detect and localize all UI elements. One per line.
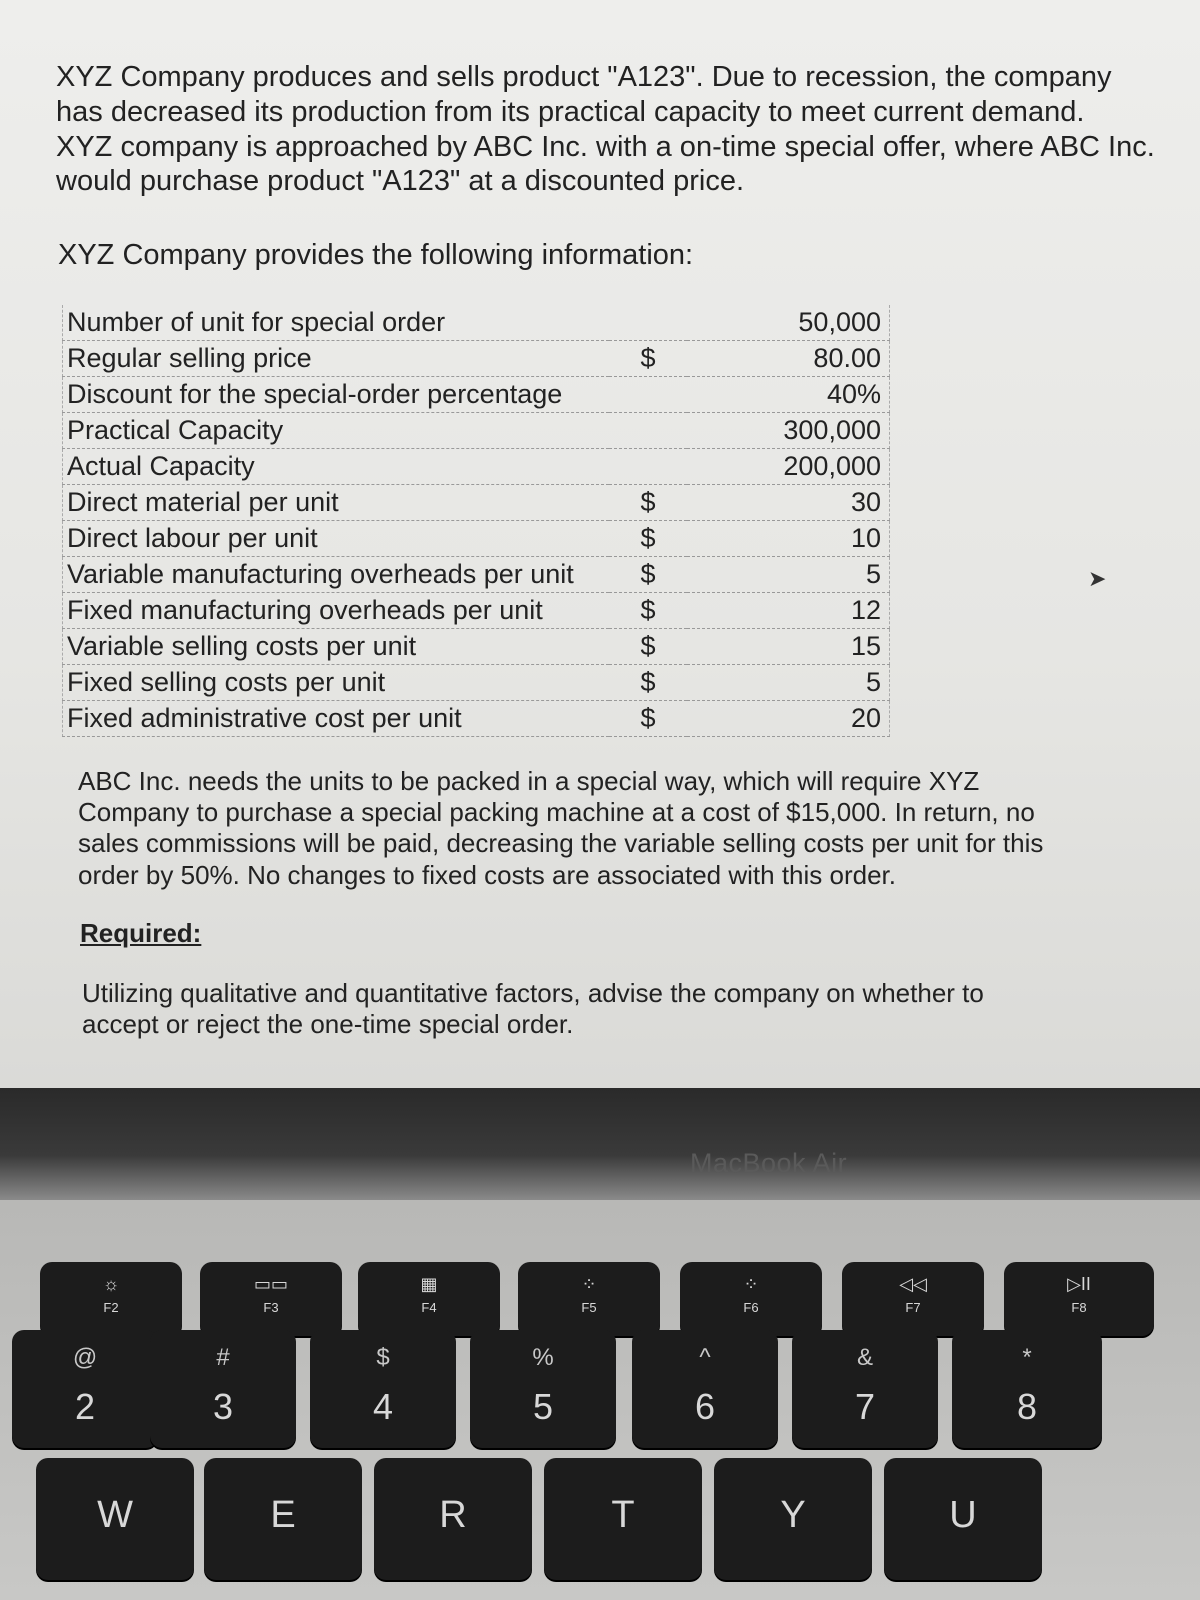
intro-line: XYZ Company produces and sells product "A123". Due to recession, the company (56, 61, 1112, 93)
number-key-digit: 5 (532, 1386, 554, 1427)
function-key-label: F8 (1071, 1300, 1087, 1315)
function-key-label: F2 (103, 1300, 119, 1315)
packing-paragraph (78, 766, 1178, 891)
function-key-label: F3 (263, 1300, 279, 1315)
info-row (63, 377, 890, 413)
brand-label: MacBook Air (690, 1148, 848, 1178)
number-key-digit: 3 (212, 1386, 234, 1427)
info-label: Fixed manufacturing overheads per unit (63, 593, 610, 629)
info-row (63, 341, 890, 377)
letter-key[interactable] (36, 1458, 194, 1580)
function-key-icon: ⁘ (581, 1274, 597, 1294)
letter-key[interactable] (544, 1458, 702, 1580)
info-row (63, 593, 890, 629)
packing-line: ABC Inc. needs the units to be packed in a special way, which will require XYZ (78, 766, 980, 796)
info-label: Fixed administrative cost per unit (63, 701, 610, 737)
function-key-icon: ▭▭ (253, 1274, 288, 1294)
info-currency (609, 377, 687, 413)
info-value: 50,000 (687, 305, 890, 341)
info-currency: $ (609, 557, 687, 593)
number-key-symbol: @ (72, 1344, 98, 1371)
intro-line: would purchase product "A123" at a discounted price. (56, 165, 745, 198)
function-key[interactable] (358, 1262, 500, 1336)
function-key-icon: ▦ (420, 1274, 438, 1294)
info-row (63, 557, 890, 593)
packing-line: order by 50%. No changes to fixed costs are associated with this order. (78, 859, 896, 890)
number-key[interactable] (952, 1330, 1102, 1448)
info-currency: $ (609, 485, 687, 521)
number-key-digit: 4 (372, 1386, 394, 1427)
number-key-symbol: ^ (699, 1344, 711, 1371)
letter-key[interactable] (884, 1458, 1042, 1580)
info-label: Practical Capacity (63, 413, 610, 449)
laptop-bezel (0, 1088, 1200, 1200)
function-key-label: F5 (581, 1300, 597, 1315)
info-value: 30 (687, 485, 890, 521)
number-key-symbol: # (216, 1344, 230, 1371)
info-row (63, 413, 890, 449)
info-value: 300,000 (687, 413, 890, 449)
number-key-symbol: % (532, 1344, 554, 1371)
letter-key[interactable] (714, 1458, 872, 1580)
function-key-icon: ⁘ (743, 1274, 759, 1294)
number-key[interactable] (12, 1330, 158, 1448)
info-label: Regular selling price (63, 341, 610, 377)
number-key-symbol: $ (376, 1344, 390, 1371)
number-key-digit: 2 (74, 1386, 96, 1427)
number-key[interactable] (632, 1330, 778, 1448)
number-key-symbol: * (1022, 1344, 1032, 1371)
info-currency: $ (609, 701, 687, 737)
info-label: Direct material per unit (63, 485, 610, 521)
info-value: 200,000 (687, 449, 890, 485)
info-value: 10 (687, 521, 890, 557)
number-key[interactable] (792, 1330, 938, 1448)
required-line: Utilizing qualitative and quantitative factors, advise the company on whether to (82, 978, 984, 1008)
info-row (63, 701, 890, 737)
letter-key-label: Y (780, 1494, 806, 1536)
intro-line: has decreased its production from its practical capacity to meet current demand. (56, 95, 1085, 128)
number-key-symbol: & (856, 1344, 873, 1371)
required-line: accept or reject the one-time special order. (82, 1009, 574, 1040)
letter-key-label: R (439, 1494, 467, 1536)
info-currency: $ (609, 629, 687, 665)
info-value: 5 (687, 665, 890, 701)
info-value: 20 (687, 701, 890, 737)
letter-key-label: E (270, 1494, 296, 1536)
info-label: Variable manufacturing overheads per unit (63, 557, 610, 593)
info-label: Actual Capacity (63, 449, 610, 485)
number-key[interactable] (470, 1330, 616, 1448)
function-key[interactable] (518, 1262, 660, 1336)
intro-paragraph (56, 60, 1176, 199)
info-currency: $ (609, 593, 687, 629)
letter-key-label: W (97, 1494, 133, 1536)
provides-heading: XYZ Company provides the following information: (58, 239, 694, 271)
mouse-pointer-icon: ➤ (1088, 566, 1107, 591)
info-row (63, 521, 890, 557)
info-currency: $ (609, 665, 687, 701)
function-key-icon: ◁◁ (899, 1274, 927, 1294)
function-key-icon: ☼ (102, 1274, 120, 1294)
function-key[interactable] (40, 1262, 182, 1336)
function-key-icon: ▷II (1067, 1274, 1091, 1294)
info-label: Discount for the special-order percentage (63, 377, 610, 413)
required-heading: Required: (80, 918, 202, 948)
info-label: Number of unit for special order (63, 305, 610, 341)
function-key-label: F4 (421, 1300, 437, 1315)
info-value: 5 (687, 557, 890, 593)
info-currency (609, 413, 687, 449)
info-currency (609, 449, 687, 485)
info-currency: $ (609, 341, 687, 377)
intro-line: XYZ company is approached by ABC Inc. with a on-time special offer, where ABC Inc. (56, 130, 1155, 163)
info-row (63, 449, 890, 485)
function-key[interactable] (1004, 1262, 1154, 1336)
letter-key-label: U (949, 1494, 977, 1536)
info-value: 40% (687, 377, 890, 413)
info-value: 15 (687, 629, 890, 665)
function-key[interactable] (680, 1262, 822, 1336)
info-value: 12 (687, 593, 890, 629)
info-label: Variable selling costs per unit (63, 629, 610, 665)
info-value: 80.00 (687, 341, 890, 377)
function-key-label: F6 (743, 1300, 759, 1315)
function-key-label: F7 (905, 1300, 921, 1315)
number-key-digit: 8 (1016, 1386, 1038, 1427)
info-row (63, 629, 890, 665)
information-table (62, 305, 890, 737)
info-row (63, 485, 890, 521)
packing-line: Company to purchase a special packing machine at a cost of $15,000. In return, no (78, 797, 1035, 828)
info-row (63, 305, 890, 341)
function-key[interactable] (842, 1262, 984, 1336)
number-key-digit: 6 (694, 1386, 716, 1427)
info-label: Fixed selling costs per unit (63, 665, 610, 701)
number-key-digit: 7 (854, 1386, 876, 1427)
function-key[interactable] (200, 1262, 342, 1336)
info-row (63, 665, 890, 701)
letter-key[interactable] (374, 1458, 532, 1580)
packing-line: sales commissions will be paid, decreasing the variable selling costs per unit for this (78, 828, 1044, 859)
info-label: Direct labour per unit (63, 521, 610, 557)
required-paragraph (82, 978, 1162, 1040)
number-key[interactable] (310, 1330, 456, 1448)
letter-key-label: T (611, 1494, 635, 1536)
number-key[interactable] (150, 1330, 296, 1448)
info-currency: $ (609, 521, 687, 557)
info-currency (609, 305, 687, 341)
letter-key[interactable] (204, 1458, 362, 1580)
